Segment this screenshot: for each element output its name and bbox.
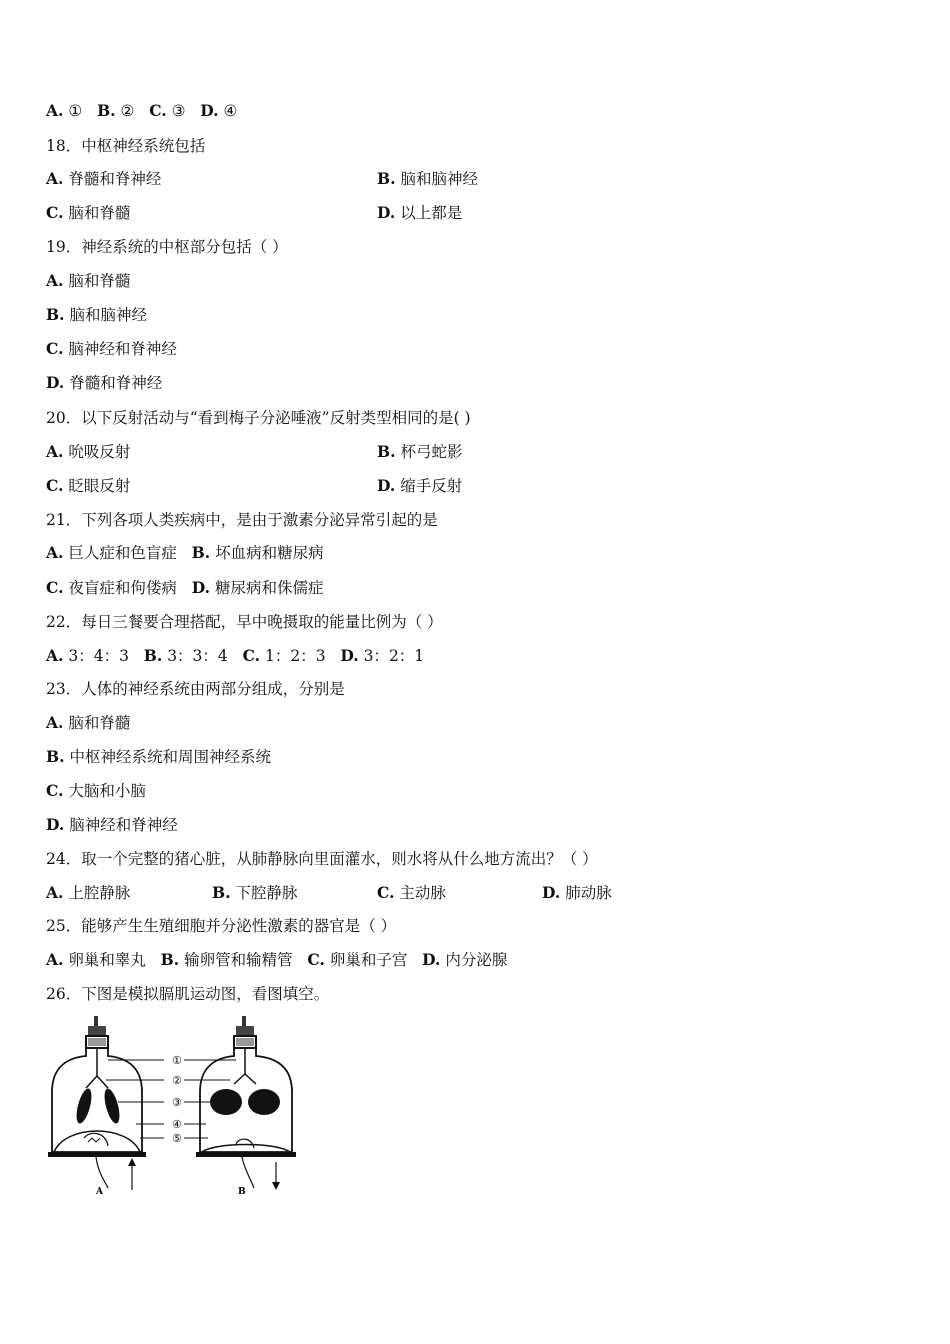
q23-option-c: C. 大脑和小脑	[46, 781, 146, 800]
q17-option-a: A. ①	[46, 101, 83, 120]
diaphragm-model-figure	[46, 1012, 316, 1202]
label-3: ③	[172, 1096, 182, 1109]
q22-option-c: C. 1：2：3	[242, 646, 326, 665]
q17-option-c: C. ③	[149, 101, 186, 120]
q20-option-d: D. 缩手反射	[377, 476, 463, 495]
q19-option-a: A. 脑和脊髓	[46, 271, 131, 290]
q20-stem: 20．以下反射活动与“看到梅子分泌唾液”反射类型相同的是( )	[46, 409, 471, 427]
q24-option-d: D. 肺动脉	[542, 883, 612, 902]
q24-option-c: C. 主动脉	[377, 883, 446, 902]
q22-option-a: A. 3：4：3	[46, 646, 129, 665]
label-1: ①	[172, 1054, 182, 1067]
q25-options-row	[46, 950, 507, 970]
q24-option-a: A. 上腔静脉	[46, 883, 131, 902]
q25-option-b: B. 输卵管和输精管	[160, 950, 293, 969]
label-2: ②	[172, 1074, 182, 1087]
q23-option-b: B. 中枢神经系统和周围神经系统	[46, 747, 271, 766]
q19-option-b: B. 脑和脑神经	[46, 305, 147, 324]
q17-option-d: D. ④	[200, 101, 238, 120]
q23-option-d: D. 脑神经和脊神经	[46, 815, 178, 834]
q21-options-row-1	[46, 543, 324, 563]
q21-option-d: D. 糖尿病和侏儒症	[191, 578, 324, 597]
bell-jar-a	[48, 1016, 146, 1190]
q25-option-d: D. 内分泌腺	[422, 950, 508, 969]
q23-option-a: A. 脑和脊髓	[46, 713, 131, 732]
bell-jar-b	[196, 1016, 296, 1190]
q22-options-row	[46, 646, 424, 666]
caption-b: B	[238, 1187, 246, 1197]
q18-option-c: C. 脑和脊髓	[46, 203, 131, 222]
q17-options-row	[46, 101, 237, 121]
q19-stem: 19．神经系统的中枢部分包括（ ）	[46, 238, 288, 256]
q20-option-a: A. 吮吸反射	[46, 442, 131, 461]
q21-stem: 21．下列各项人类疾病中，是由于激素分泌异常引起的是	[46, 511, 438, 529]
q22-option-d: D. 3：2：1	[340, 646, 425, 665]
q18-option-d: D. 以上都是	[377, 203, 463, 222]
q18-option-b: B. 脑和脑神经	[377, 169, 478, 188]
q17-option-b: B. ②	[97, 101, 135, 120]
caption-a: A	[96, 1187, 103, 1197]
q25-stem: 25．能够产生生殖细胞并分泌性激素的器官是（ ）	[46, 917, 397, 935]
q24-option-b: B. 下腔静脉	[212, 883, 298, 902]
q19-option-d: D. 脊髓和脊神经	[46, 373, 163, 392]
q18-option-a: A. 脊髓和脊神经	[46, 169, 162, 188]
q21-options-row-2	[46, 578, 323, 598]
q21-option-b: B. 坏血病和糖尿病	[191, 543, 324, 562]
q20-option-c: C. 眨眼反射	[46, 476, 131, 495]
q26-stem: 26．下图是模拟膈肌运动图，看图填空。	[46, 985, 330, 1003]
q21-option-c: C. 夜盲症和佝偻病	[46, 578, 177, 597]
q24-stem: 24．取一个完整的猪心脏，从肺静脉向里面灌水，则水将从什么地方流出？（ ）	[46, 850, 598, 868]
q25-option-a: A. 卵巢和睾丸	[46, 950, 146, 969]
label-5: ⑤	[172, 1132, 182, 1145]
q25-option-c: C. 卵巢和子宫	[307, 950, 408, 969]
q22-stem: 22．每日三餐要合理搭配，早中晚摄取的能量比例为（ ）	[46, 613, 443, 631]
q23-stem: 23．人体的神经系统由两部分组成，分别是	[46, 680, 345, 698]
q19-option-c: C. 脑神经和脊神经	[46, 339, 177, 358]
q18-stem: 18．中枢神经系统包括	[46, 137, 206, 155]
q20-option-b: B. 杯弓蛇影	[377, 442, 463, 461]
q22-option-b: B. 3：3：4	[143, 646, 228, 665]
q21-option-a: A. 巨人症和色盲症	[46, 543, 177, 562]
label-4: ④	[172, 1118, 182, 1131]
